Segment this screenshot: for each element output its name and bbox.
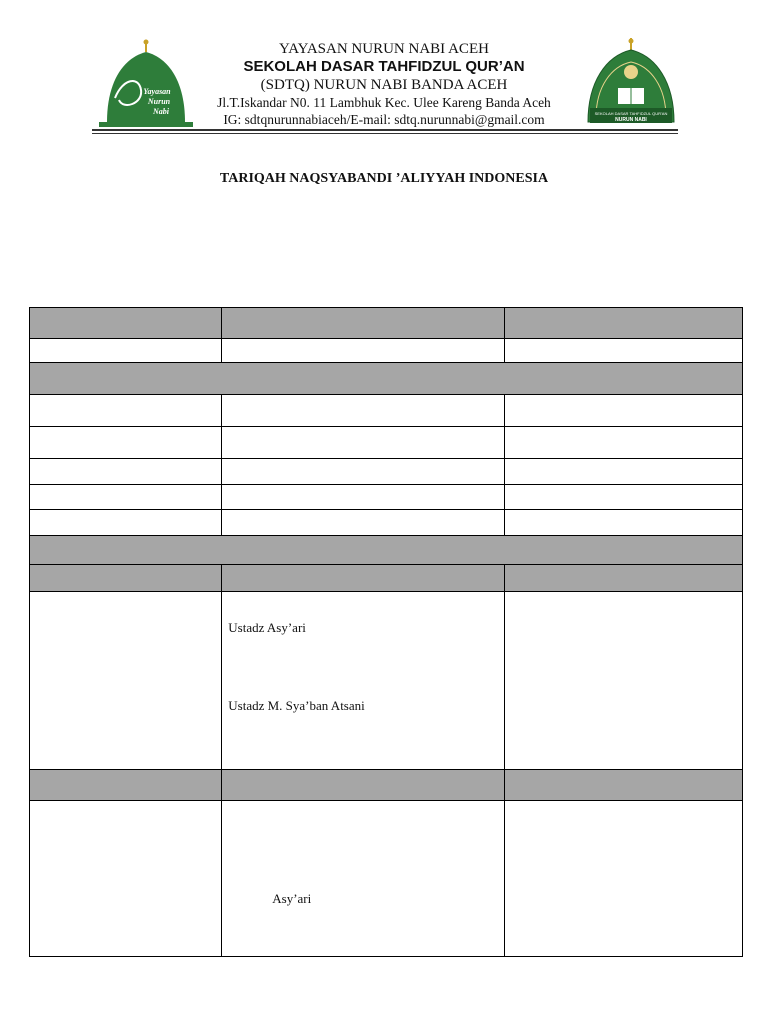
table-cell xyxy=(30,536,743,565)
logo-text-2: Nurun xyxy=(147,97,171,106)
table-cell xyxy=(222,395,504,427)
table-cell xyxy=(504,801,742,957)
teacher-name-2: Ustadz M. Sya’ban Atsani xyxy=(228,698,365,713)
table-cell xyxy=(504,592,742,770)
sdtq-logo xyxy=(582,38,680,130)
table-cell xyxy=(222,427,504,459)
table-row xyxy=(30,427,743,459)
teacher-name-short: Asy’ari xyxy=(272,891,312,906)
table-cell xyxy=(222,339,504,363)
teacher-row xyxy=(30,592,743,770)
table-cell xyxy=(222,459,504,485)
table-row xyxy=(30,339,743,363)
school-address: Jl.T.Iskandar N0. 11 Lambhuk Kec. Ulee Kareng Banda Aceh xyxy=(217,95,551,110)
table-cell xyxy=(30,339,222,363)
section-header-row xyxy=(30,536,743,565)
school-short-name: (SDTQ) NURUN NABI BANDA ACEH xyxy=(260,77,508,93)
logo-text-3: Nabi xyxy=(153,107,169,116)
logo-name-text: NURUN NABI xyxy=(615,117,647,123)
table-row xyxy=(30,395,743,427)
school-contact: IG: sdtqnurunnabiaceh/E-mail: sdtq.nurunnabi@gmail.com xyxy=(223,112,545,127)
table-cell xyxy=(222,565,504,592)
table-cell xyxy=(504,485,742,510)
table-cell xyxy=(30,308,222,339)
table-row xyxy=(30,510,743,536)
letterhead-text xyxy=(200,41,568,128)
letterhead xyxy=(0,0,768,140)
table-cell xyxy=(30,801,222,957)
header-rule-thick xyxy=(92,129,678,131)
table-cell xyxy=(30,565,222,592)
table-cell xyxy=(222,485,504,510)
table-header-row xyxy=(30,308,743,339)
table-cell xyxy=(504,510,742,536)
table-cell xyxy=(504,459,742,485)
table-cell xyxy=(504,395,742,427)
foundation-name: YAYASAN NURUN NABI ACEH xyxy=(279,41,489,57)
teacher-name-1: Ustadz Asy’ari xyxy=(228,620,306,635)
table-cell xyxy=(222,770,504,801)
table-cell xyxy=(30,510,222,536)
table-row xyxy=(30,485,743,510)
header-rule-thin xyxy=(92,133,678,134)
teacher-row xyxy=(30,801,743,957)
table-cell xyxy=(504,308,742,339)
table-row xyxy=(30,459,743,485)
teacher-cell xyxy=(222,801,504,957)
table-cell xyxy=(222,510,504,536)
table-cell xyxy=(30,485,222,510)
teacher-cell xyxy=(222,592,504,770)
table-cell xyxy=(504,339,742,363)
schedule-table xyxy=(29,307,743,957)
table-header-row xyxy=(30,565,743,592)
table-cell xyxy=(30,427,222,459)
table-cell xyxy=(30,592,222,770)
logo-text-1: Yayasan xyxy=(143,87,171,96)
table-cell xyxy=(30,395,222,427)
school-name: SEKOLAH DASAR TAHFIDZUL QUR’AN xyxy=(243,58,525,75)
document-title: TARIQAH NAQSYABANDI ’ALIYYAH INDONESIA xyxy=(219,171,549,186)
table-cell xyxy=(222,308,504,339)
section-header-row xyxy=(30,363,743,395)
logo-school-text: SEKOLAH DASAR TAHFIDZUL QUR'AN xyxy=(594,111,668,116)
table-header-row xyxy=(30,770,743,801)
table-cell xyxy=(30,363,743,395)
table-cell xyxy=(504,770,742,801)
table-cell xyxy=(30,770,222,801)
yayasan-logo xyxy=(93,38,199,130)
table-cell xyxy=(30,459,222,485)
table-cell xyxy=(504,427,742,459)
table-cell xyxy=(504,565,742,592)
